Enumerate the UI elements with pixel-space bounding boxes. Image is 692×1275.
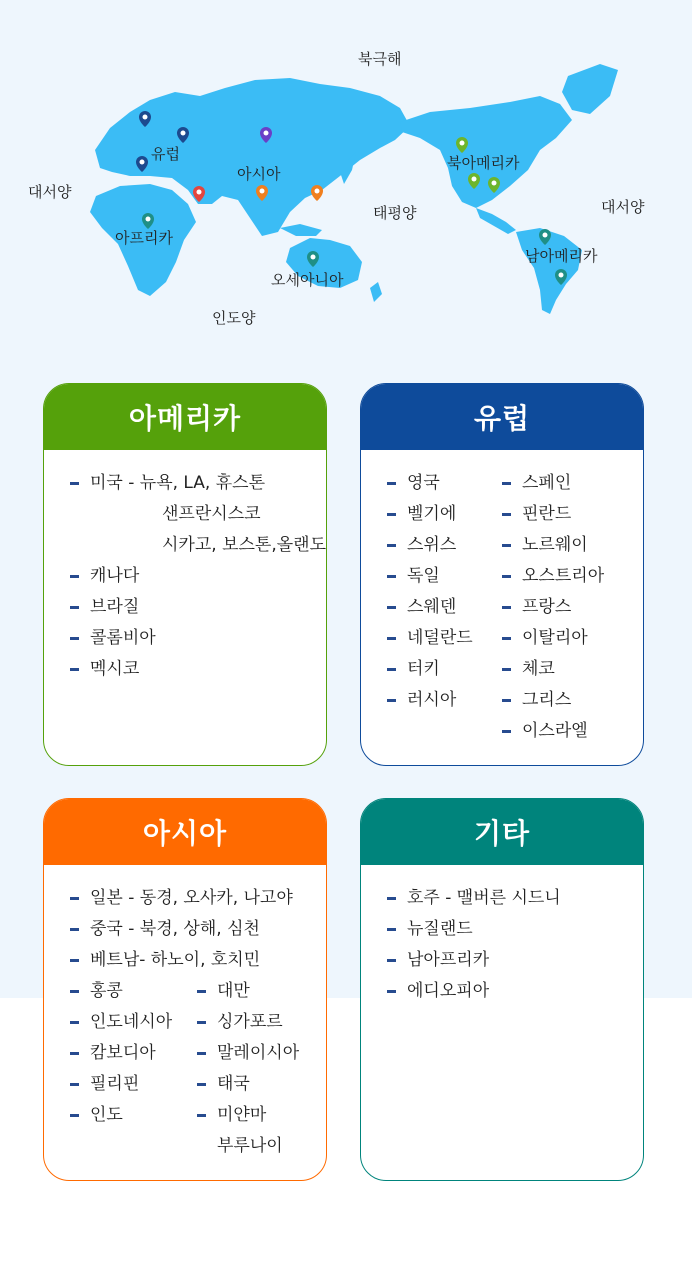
label-arctic: 북극해: [358, 50, 402, 68]
list-item: 미얀마: [197, 1100, 299, 1131]
greenland-shape: [562, 64, 618, 114]
list-item: 스위스: [387, 530, 473, 561]
label-europe: 유럽: [151, 145, 180, 163]
label-north-america: 북아메리카: [447, 154, 520, 172]
new-zealand-shape: [370, 282, 382, 302]
list-item: 홍콩: [70, 976, 172, 1007]
list-item: 필리핀: [70, 1069, 172, 1100]
list-item: 영국: [387, 468, 473, 499]
list-item-cont: 샌프란시스코: [162, 504, 261, 524]
list-item: 미국 - 뉴욕, LA, 휴스톤: [70, 468, 326, 499]
label-oceania: 오세아니아: [271, 271, 344, 289]
list-item: 뉴질랜드: [387, 914, 643, 945]
list-item: 호주 - 맬버른 시드니: [387, 883, 643, 914]
label-atlantic-left: 대서양: [28, 183, 72, 201]
list-item: 캄보디아: [70, 1038, 172, 1069]
pin-icon: [311, 185, 323, 201]
list-item: 일본 - 동경, 오사카, 나고야: [70, 883, 326, 914]
list-item: 네덜란드: [387, 623, 473, 654]
list-item: 말레이시아: [197, 1038, 299, 1069]
list-item: 인도네시아: [70, 1007, 172, 1038]
card-america-body: [44, 450, 326, 685]
list-item: 싱가포르: [197, 1007, 299, 1038]
north-america-shape: [400, 96, 572, 208]
list-item: 캐나다: [70, 561, 326, 592]
card-asia: [43, 798, 327, 1181]
list-item: 그리스: [502, 685, 604, 716]
card-etc-title: 기타: [473, 817, 531, 850]
list-item: 독일: [387, 561, 473, 592]
europe-column-1: [387, 468, 473, 716]
indonesia-shape: [280, 224, 322, 236]
card-america-title: 아메리카: [128, 402, 242, 435]
continents: [90, 64, 618, 314]
list-item: 러시아: [387, 685, 473, 716]
list-item: 중국 - 북경, 상해, 심천: [70, 914, 326, 945]
list-item: 베트남- 하노이, 호치민: [70, 945, 326, 976]
card-asia-header: [44, 799, 326, 865]
list-item: 프랑스: [502, 592, 604, 623]
card-europe-header: [361, 384, 643, 450]
list-item: 스웨덴: [387, 592, 473, 623]
label-africa: 아프리카: [115, 229, 173, 247]
europe-column-2: [502, 468, 604, 747]
list-item: 핀란드: [502, 499, 604, 530]
asia-column-2: [197, 976, 299, 1162]
card-europe-title: 유럽: [473, 402, 531, 435]
asia-column-1: [70, 976, 172, 1131]
list-item: 체코: [502, 654, 604, 685]
list-item: 터키: [387, 654, 473, 685]
list-item: 인도: [70, 1100, 172, 1131]
card-etc: [360, 798, 644, 1181]
label-pacific: 태평양: [373, 204, 417, 222]
list-item: 이스라엘: [502, 716, 604, 747]
card-america: [43, 383, 327, 766]
list-item: 멕시코: [70, 654, 326, 685]
central-america-shape: [476, 208, 516, 234]
list-item: 노르웨이: [502, 530, 604, 561]
list-item: 이탈리아: [502, 623, 604, 654]
south-america-shape: [516, 228, 582, 314]
list-item: 벨기에: [387, 499, 473, 530]
label-indian: 인도양: [212, 309, 256, 327]
card-etc-body: [361, 865, 643, 1007]
card-asia-body: [44, 865, 326, 1181]
list-item: 콜롬비아: [70, 623, 326, 654]
label-south-america: 남아메리카: [525, 247, 598, 265]
label-atlantic-right: 대서양: [601, 198, 645, 216]
card-etc-header: [361, 799, 643, 865]
list-item-cont: 부루나이: [217, 1136, 283, 1156]
list-item: 스페인: [502, 468, 604, 499]
world-map: [0, 0, 692, 345]
card-europe-body: [361, 450, 643, 766]
list-item: 브라질: [70, 592, 326, 623]
list-item: 태국: [197, 1069, 299, 1100]
card-asia-title: 아시아: [142, 817, 228, 850]
list-item-cont: 시카고, 보스톤,올랜도: [162, 535, 327, 555]
list-item: 남아프리카: [387, 945, 643, 976]
list-item: 에디오피아: [387, 976, 643, 1007]
card-america-header: [44, 384, 326, 450]
card-europe: [360, 383, 644, 766]
list-item: 대만: [197, 976, 299, 1007]
list-item: 오스트리아: [502, 561, 604, 592]
label-asia: 아시아: [237, 165, 281, 183]
